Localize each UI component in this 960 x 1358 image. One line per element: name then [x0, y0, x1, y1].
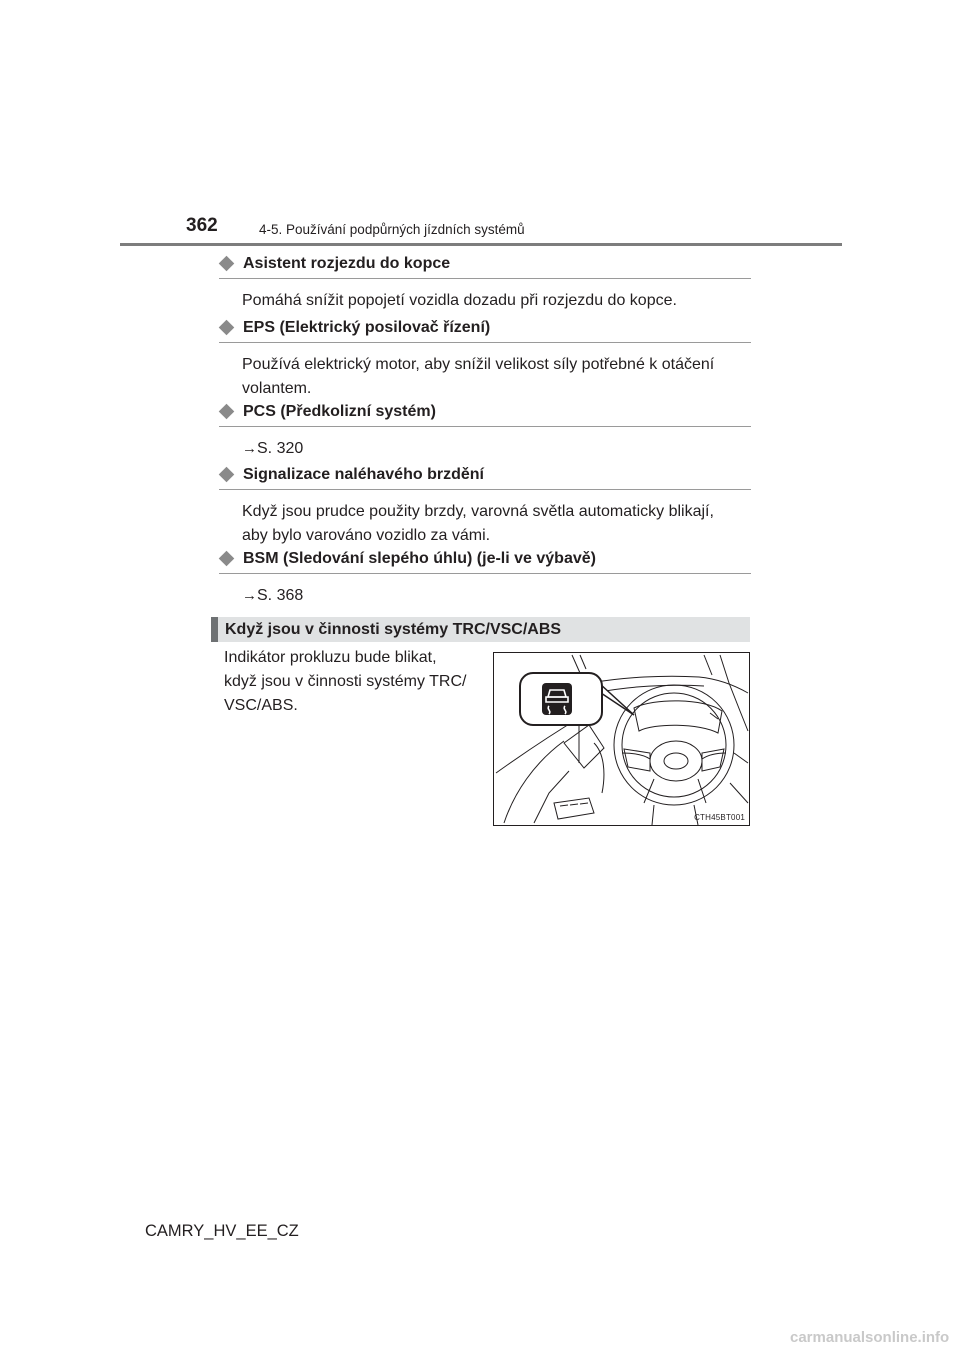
diamond-bullet-icon [219, 551, 235, 567]
section-body [242, 289, 751, 313]
body-line: Používá elektrický motor, aby snížil velikost síly potřebné k otáčení [242, 356, 715, 373]
trc-heading-band [211, 617, 750, 642]
body-line: Indikátor prokluzu bude blikat, [224, 649, 437, 666]
running-head: 4-5. Používání podpůrných jízdních systémů [259, 222, 525, 237]
trc-description [224, 646, 476, 718]
section-heading-text: Signalizace naléhavého brzdění [243, 466, 484, 483]
body-line: volantem. [242, 380, 312, 397]
arrow-right-icon: → [242, 587, 257, 604]
section-heading-text: Asistent rozjezdu do kopce [243, 255, 451, 272]
page-reference-link[interactable]: S. 320 [257, 440, 304, 457]
section-bsm [219, 548, 751, 608]
body-line: aby bylo varováno vozidlo za vámi. [242, 527, 491, 544]
trc-heading: Když jsou v činnosti systémy TRC/VSC/ABS [225, 621, 562, 638]
body-line: VSC/ABS. [224, 697, 298, 714]
section-heading [219, 253, 751, 279]
section-heading [219, 464, 751, 490]
section-hill-start-assist [219, 253, 751, 313]
section-heading [219, 548, 751, 574]
body-line: Pomáhá snížit popojetí vozidla dozadu při rozjezdu do kopce. [242, 292, 677, 309]
watermark: carmanualsonline.info [790, 1329, 950, 1346]
section-body [242, 437, 751, 461]
body-line: Když jsou prudce použity brzdy, varovná světla automaticky blikají, [242, 503, 714, 520]
diamond-bullet-icon [219, 256, 235, 272]
section-emergency-brake-signal [219, 464, 751, 548]
section-heading [219, 317, 751, 343]
steering-wheel-illustration [494, 653, 749, 825]
diamond-bullet-icon [219, 404, 235, 420]
section-body [242, 584, 751, 608]
section-heading-text: BSM (Sledování slepého úhlu) (je-li ve výbavě) [243, 550, 596, 567]
diamond-bullet-icon [219, 320, 235, 336]
section-pcs [219, 401, 751, 461]
section-body [242, 500, 751, 548]
diamond-bullet-icon [219, 467, 235, 483]
section-heading-text: EPS (Elektrický posilovač řízení) [243, 319, 491, 336]
image-code: CTH45BT001 [694, 813, 745, 822]
page-reference-link[interactable]: S. 368 [257, 587, 304, 604]
arrow-right-icon: → [242, 440, 257, 457]
header-rule [120, 243, 842, 246]
dashboard-illustration [493, 652, 750, 826]
section-eps [219, 317, 751, 401]
section-heading [219, 401, 751, 427]
page-number: 362 [186, 215, 218, 236]
body-line: když jsou v činnosti systémy TRC/ [224, 673, 467, 690]
band-accent [211, 617, 218, 642]
section-body [242, 353, 751, 401]
section-heading-text: PCS (Předkolizní systém) [243, 403, 436, 420]
model-code: CAMRY_HV_EE_CZ [145, 1222, 299, 1240]
